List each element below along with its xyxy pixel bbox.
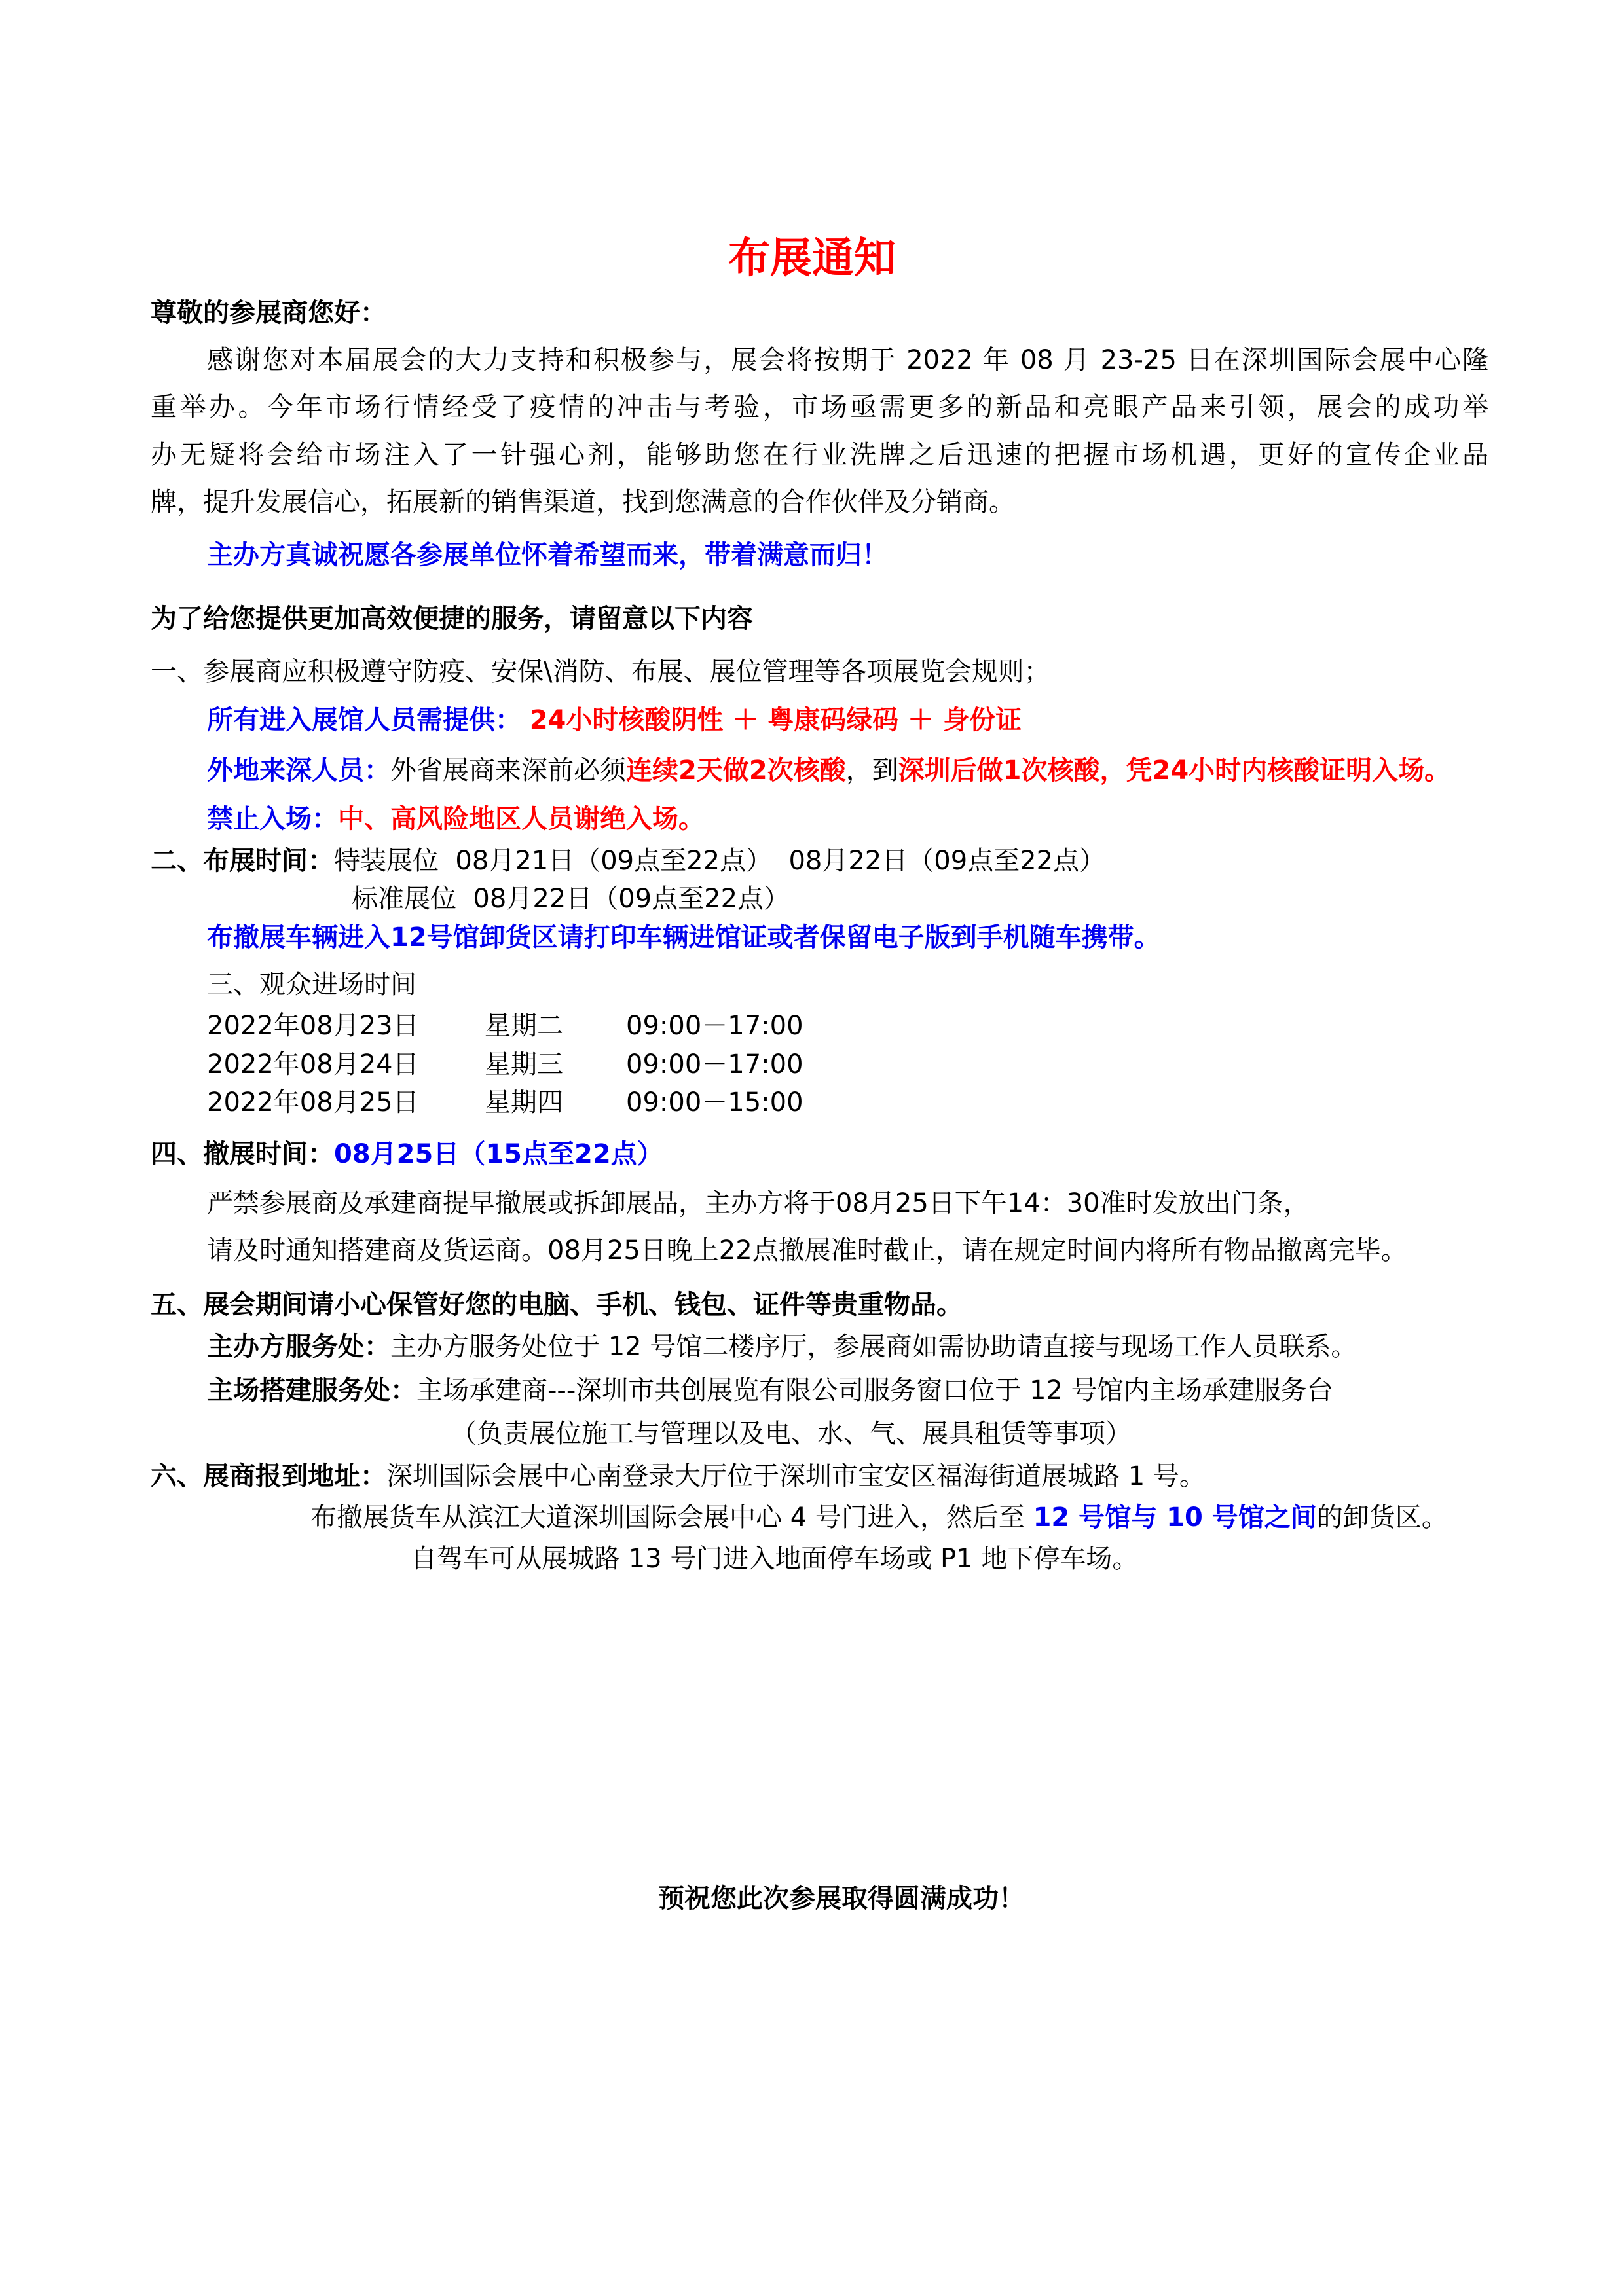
section5-heading: 五、展会期间请小心保管好您的电脑、手机、钱包、证件等贵重物品。	[151, 1290, 963, 1320]
standard-booth: 标准展位 08月22日（09点至22点）	[352, 884, 790, 914]
organizer-text: 主办方服务处位于 12 号馆二楼序厅，参展商如需协助请直接与现场工作人员联系。	[390, 1332, 1357, 1362]
address-text: 深圳国际会展中心南登录大厅位于深圳市宝安区福海街道展城路 1 号。	[386, 1461, 1206, 1491]
truck-route	[310, 1501, 1448, 1534]
ban-value: 中、高风险地区人员谢绝入场。	[338, 804, 705, 834]
outside-label: 外地来深人员：	[207, 756, 390, 786]
section4-teardown	[151, 1138, 663, 1171]
special-booth: 特装展位 08月21日（09点至22点） 08月22日（09点至22点）	[334, 846, 1106, 876]
section6-label: 六、展商报到地址：	[151, 1461, 386, 1491]
intro-line: 办无疑将会给市场注入了一针强心剂，能够助您在行业洗牌之后迅速的把握市场机遇，更好的宣传企业品	[151, 440, 1488, 470]
schedule-date: 2022年08月24日	[207, 1049, 419, 1080]
outside-red: 深圳后做1次核酸，凭24小时内核酸证明入场。	[898, 756, 1451, 786]
outside-text: 外省展商来深前必须	[390, 756, 626, 786]
builder-note: （负责展位施工与管理以及电、水、气、展具租赁等事项）	[451, 1419, 1132, 1449]
schedule-weekday: 星期四	[485, 1087, 563, 1118]
closing-message: 预祝您此次参展取得圆满成功！	[658, 1884, 1025, 1914]
ban-label: 禁止入场：	[207, 804, 338, 834]
section4-label: 四、撤展时间：	[151, 1139, 334, 1169]
organizer-label: 主办方服务处：	[207, 1332, 390, 1362]
vehicle-note: 布撤展车辆进入12号馆卸货区请打印车辆进馆证或者保留电子版到手机随车携带。	[207, 922, 1160, 953]
intro-line: 牌，提升发展信心，拓展新的销售渠道，找到您满意的合作伙伴及分销商。	[151, 487, 1015, 517]
schedule-date: 2022年08月25日	[207, 1087, 419, 1118]
salutation: 尊敬的参展商您好：	[151, 298, 386, 328]
organizer-service	[207, 1330, 1357, 1363]
section2-special	[151, 845, 1105, 877]
section1-requirements	[207, 704, 1022, 737]
outside-text: ，到	[845, 756, 898, 786]
schedule-weekday: 星期二	[485, 1011, 563, 1041]
schedule-time: 09:00－17:00	[626, 1049, 803, 1080]
requirements-label: 所有进入展馆人员需提供：	[207, 705, 521, 735]
section2-label: 二、布展时间：	[151, 846, 334, 876]
outside-red: 连续2天做2次核酸	[626, 756, 846, 786]
teardown-line: 严禁参展商及承建商提早撤展或拆卸展品，主办方将于08月25日下午14：30准时发放出门条，	[207, 1188, 1310, 1218]
schedule-time: 09:00－15:00	[626, 1087, 803, 1118]
builder-label: 主场搭建服务处：	[207, 1376, 416, 1406]
schedule-time: 09:00－17:00	[626, 1011, 803, 1041]
section6-address	[151, 1460, 1206, 1493]
intro-line: 重举办。今年市场行情经受了疫情的冲击与考验，市场亟需更多的新品和亮眼产品来引领，展会的成功举	[151, 392, 1488, 422]
notice-heading: 为了给您提供更加高效便捷的服务，请留意以下内容	[151, 604, 753, 634]
section1-rules: 一、参展商应积极遵守防疫、安保\消防、布展、展位管理等各项展览会规则；	[151, 657, 1050, 687]
blessing: 主办方真诚祝愿各参展单位怀着希望而来，带着满意而归！	[207, 540, 888, 570]
page-title: 布展通知	[728, 234, 896, 283]
car-route: 自驾车可从展城路 13 号门进入地面停车场或 P1 地下停车场。	[411, 1544, 1139, 1574]
teardown-line: 请及时通知搭建商及货运商。08月25日晚上22点撤展准时截止，请在规定时间内将所有物品撤离完毕。	[207, 1235, 1407, 1266]
intro-line: 感谢您对本届展会的大力支持和积极参与，展会将按期于 2022 年 08 月 23-25 日在深圳国际会展中心隆	[207, 345, 1488, 375]
builder-service	[207, 1374, 1333, 1407]
requirements-value: 24小时核酸阴性 ＋ 粤康码绿码 ＋ 身份证	[529, 705, 1022, 735]
section1-outside	[207, 754, 1450, 787]
truck-text: 布撤展货车从滨江大道深圳国际会展中心 4 号门进入，然后至	[310, 1503, 1033, 1533]
schedule-weekday: 星期三	[485, 1049, 563, 1080]
section1-ban	[207, 803, 705, 835]
truck-highlight: 12 号馆与 10 号馆之间	[1033, 1503, 1317, 1533]
schedule-date: 2022年08月23日	[207, 1011, 419, 1041]
builder-text: 主场承建商---深圳市共创展览有限公司服务窗口位于 12 号馆内主场承建服务台	[416, 1376, 1333, 1406]
section3-heading: 三、观众进场时间	[207, 970, 416, 1000]
truck-text: 的卸货区。	[1316, 1503, 1448, 1533]
teardown-time: 08月25日（15点至22点）	[334, 1139, 663, 1169]
